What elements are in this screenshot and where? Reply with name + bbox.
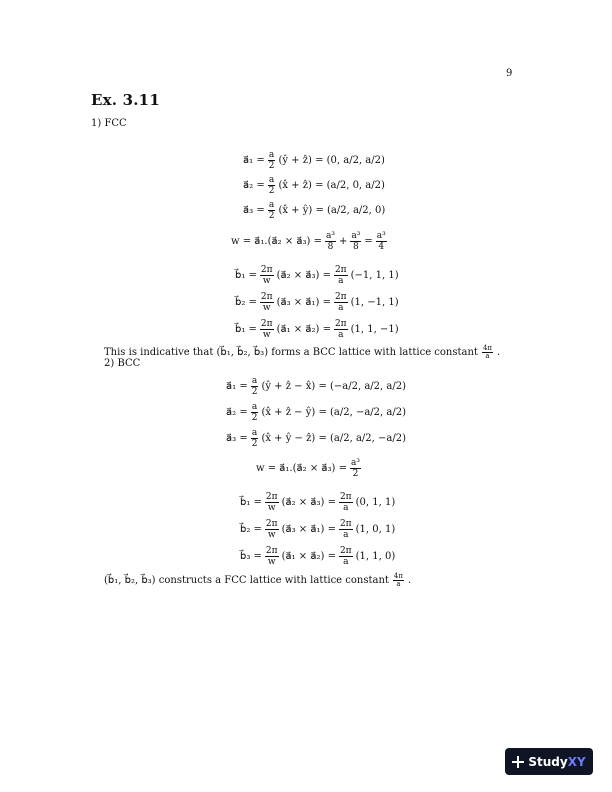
bcc-eq-b3: [240, 546, 395, 567]
plus-icon: [512, 756, 524, 768]
eq-lhs: a⃗₃ =: [243, 205, 265, 216]
numerator: a: [268, 200, 275, 210]
numerator: a: [251, 376, 258, 386]
denominator: a: [343, 503, 349, 513]
eq-lhs: b⃗₁ =: [235, 324, 257, 335]
denominator: 4: [378, 242, 385, 252]
denominator: 2: [251, 387, 258, 397]
bcc-eq-a1: [226, 376, 406, 397]
eq-mid: (a⃗₂ × a⃗₃) =: [276, 270, 331, 281]
fraction: [268, 175, 276, 196]
eq-rhs: (1, 0, 1): [355, 524, 396, 535]
numerator: a: [268, 150, 275, 160]
bcc-eq-a2: [226, 402, 406, 423]
eq-lhs: a⃗₃ =: [226, 433, 248, 444]
denominator: 2: [268, 186, 275, 196]
numerator: 2π: [260, 292, 273, 302]
numerator: 2π: [334, 319, 347, 329]
eq-mid: (a⃗₃ × a⃗₁) =: [276, 297, 331, 308]
numerator: 2π: [265, 519, 278, 529]
fcc-eq-w: [231, 231, 388, 252]
eq-lhs: b⃗₃ =: [240, 551, 262, 562]
exercise-heading: Ex. 3.11: [91, 91, 160, 109]
denominator: a: [396, 580, 401, 588]
numerator: 2π: [339, 546, 352, 556]
bcc-conclusion: [104, 573, 411, 588]
numerator: a: [251, 428, 258, 438]
denominator: 2: [268, 211, 275, 221]
denominator: w: [267, 557, 276, 567]
numerator: 2π: [339, 492, 352, 502]
denominator: 2: [251, 439, 258, 449]
fraction: [251, 376, 259, 397]
eq-lhs: b⃗₂ =: [240, 524, 262, 535]
numerator: 4π: [482, 344, 493, 352]
bcc-eq-a3: [226, 428, 406, 449]
fcc-eq-a3: [243, 200, 385, 221]
numerator: a: [268, 175, 275, 185]
period: .: [407, 575, 412, 586]
denominator: w: [267, 503, 276, 513]
denominator: 2: [268, 161, 275, 171]
numerator: a³: [351, 231, 361, 241]
fcc-eq-a2: [243, 175, 385, 196]
fraction: [350, 458, 361, 479]
denominator: w: [262, 330, 271, 340]
numerator: a³: [350, 458, 360, 468]
fraction: [339, 519, 353, 540]
fraction: [325, 231, 336, 252]
eq-lhs: b⃗₂ =: [235, 297, 257, 308]
denominator: a: [343, 530, 349, 540]
eq-lhs: a⃗₁ =: [226, 381, 248, 392]
fraction: [334, 265, 348, 286]
conclusion-text: (b⃗₁, b⃗₂, b⃗₃) constructs a FCC lattice with lattice constant: [104, 575, 389, 586]
fcc-eq-b1: [235, 265, 399, 286]
numerator: a³: [376, 231, 386, 241]
fraction: [339, 546, 353, 567]
fraction: [482, 345, 493, 360]
numerator: 2π: [260, 319, 273, 329]
eq-lhs: a⃗₂ =: [226, 407, 248, 418]
bcc-eq-b2: [240, 519, 395, 540]
numerator: 2π: [339, 519, 352, 529]
eq-rhs: (x̂ + ẑ) = (a/2, 0, a/2): [278, 180, 385, 191]
denominator: w: [262, 276, 271, 286]
numerator: a³: [325, 231, 335, 241]
eq-mid: (a⃗₁ × a⃗₂) =: [276, 324, 331, 335]
denominator: w: [267, 530, 276, 540]
numerator: 2π: [334, 292, 347, 302]
fcc-conclusion: [104, 345, 500, 360]
denominator: a: [343, 557, 349, 567]
denominator: a: [338, 303, 344, 313]
denominator: a: [338, 330, 344, 340]
fraction: [260, 292, 274, 313]
eq-rhs: (ŷ + ẑ) = (0, a/2, a/2): [278, 155, 385, 166]
fraction: [268, 200, 276, 221]
logo-word-study: Study: [528, 754, 568, 769]
eq-lhs: b⃗₁ =: [240, 497, 262, 508]
numerator: 2π: [265, 546, 278, 556]
eq-rhs: (1, 1, −1): [350, 324, 399, 335]
denominator: 8: [352, 242, 359, 252]
conclusion-text: This is indicative that (b⃗₁, b⃗₂, b⃗₃) forms a BCC lattice with lattice constant: [104, 347, 478, 358]
fraction: [334, 319, 348, 340]
numerator: 2π: [334, 265, 347, 275]
bcc-eq-w: [256, 458, 362, 479]
fraction: [260, 319, 274, 340]
eq-lhs: b⃗₁ =: [235, 270, 257, 281]
fcc-eq-b2: [235, 292, 399, 313]
studyxy-logo[interactable]: [505, 748, 593, 775]
period: .: [497, 347, 501, 358]
part1-label: 1) FCC: [91, 118, 127, 129]
numerator: 4π: [393, 572, 403, 580]
eq-lhs: a⃗₂ =: [243, 180, 265, 191]
fraction: [350, 231, 361, 252]
eq-lhs: w = a⃗₁.(a⃗₂ × a⃗₃) =: [231, 236, 322, 247]
bcc-eq-b1: [240, 492, 395, 513]
logo-word-xy: XY: [567, 754, 586, 769]
eq-lhs: a⃗₁ =: [243, 155, 265, 166]
denominator: a: [338, 276, 344, 286]
eq-rhs: (x̂ + ŷ) = (a/2, a/2, 0): [278, 205, 386, 216]
denominator: a: [485, 352, 490, 360]
denominator: 8: [327, 242, 334, 252]
numerator: 2π: [265, 492, 278, 502]
eq-rhs: (0, 1, 1): [355, 497, 396, 508]
eq-rhs: (x̂ + ŷ − ẑ) = (a/2, a/2, −a/2): [261, 433, 406, 444]
fcc-eq-a1: [243, 150, 385, 171]
eq-rhs: (ŷ + ẑ − x̂) = (−a/2, a/2, a/2): [261, 381, 406, 392]
denominator: w: [262, 303, 271, 313]
eq-rhs: (1, −1, 1): [350, 297, 399, 308]
fraction: [334, 292, 348, 313]
equals-sign: =: [364, 236, 373, 247]
fraction: [339, 492, 353, 513]
eq-rhs: (−1, 1, 1): [350, 270, 399, 281]
fraction: [265, 519, 279, 540]
part2-label: 2) BCC: [104, 358, 141, 369]
fraction: [376, 231, 387, 252]
page-number: 9: [506, 68, 513, 79]
denominator: 2: [352, 469, 359, 479]
eq-mid: (a⃗₃ × a⃗₁) =: [281, 524, 336, 535]
fcc-eq-b3: [235, 319, 399, 340]
fraction: [260, 265, 274, 286]
plus-sign: +: [338, 236, 348, 247]
fraction: [251, 402, 259, 423]
fraction: [265, 546, 279, 567]
eq-mid: (a⃗₂ × a⃗₃) =: [281, 497, 336, 508]
fraction: [251, 428, 259, 449]
fraction: [265, 492, 279, 513]
denominator: 2: [251, 413, 258, 423]
eq-lhs: w = a⃗₁.(a⃗₂ × a⃗₃) =: [256, 463, 347, 474]
eq-mid: (a⃗₁ × a⃗₂) =: [281, 551, 336, 562]
fraction: [268, 150, 276, 171]
numerator: a: [251, 402, 258, 412]
fraction: [393, 573, 404, 588]
eq-rhs: (1, 1, 0): [355, 551, 396, 562]
eq-rhs: (x̂ + ẑ − ŷ) = (a/2, −a/2, a/2): [261, 407, 406, 418]
numerator: 2π: [260, 265, 273, 275]
